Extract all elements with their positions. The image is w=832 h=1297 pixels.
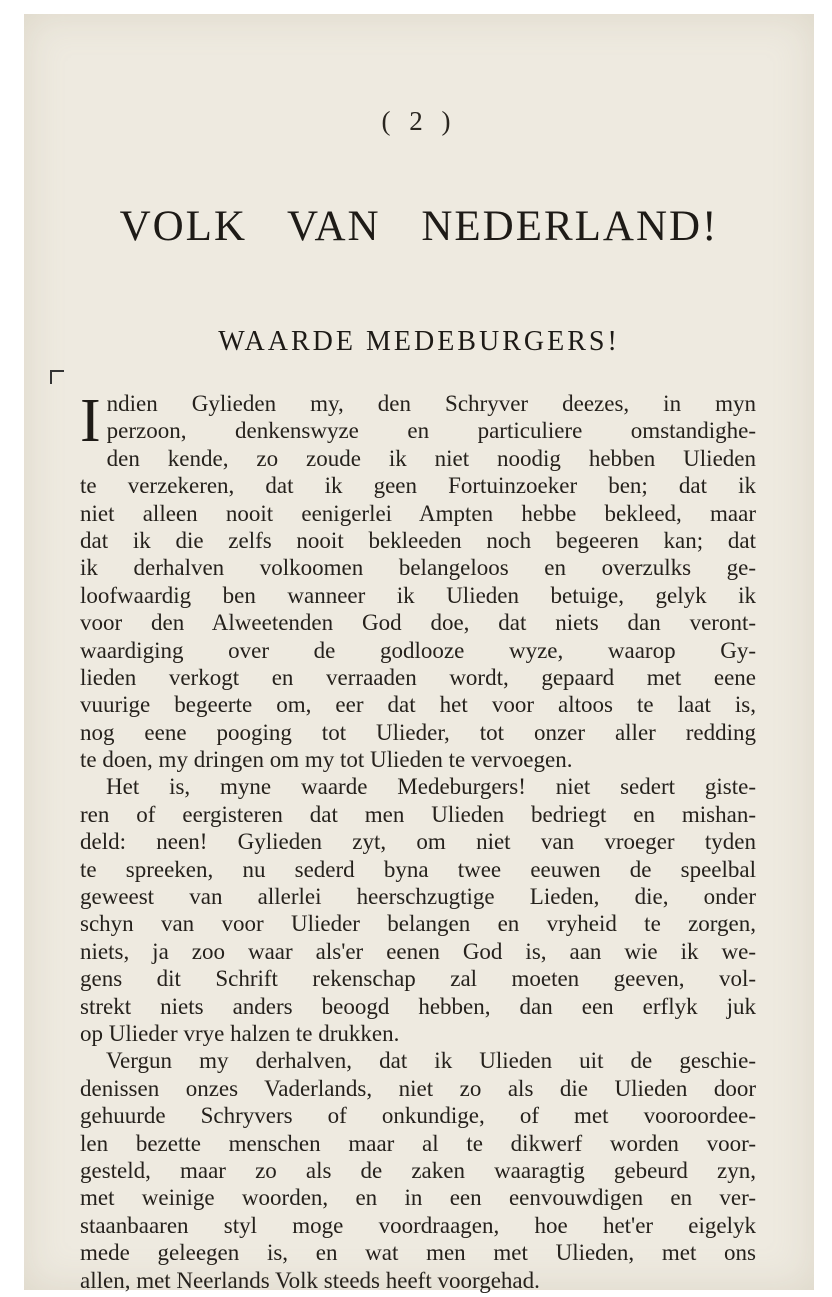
text-line: ik derhalven volkoomen belangeloos en overzulks ge-: [80, 555, 756, 581]
text-line: te doen, my dringen om my tot Ulieden te vervoegen.: [80, 747, 573, 773]
text-line: te spreeken, nu sederd byna twee eeuwen de speelbal: [80, 856, 756, 882]
paragraph-2: [80, 773, 756, 1047]
text-line: strekt niets anders beoogd hebben, dan een erflyk juk: [80, 993, 756, 1019]
document-page: [24, 14, 814, 1293]
text-line: niet alleen nooit eenigerlei Ampten hebbe bekleed, maar: [80, 500, 756, 526]
page-number: ( 2 ): [381, 106, 457, 136]
drop-cap: I: [80, 387, 101, 455]
paragraph-3: [80, 1047, 756, 1294]
text-line: vuurige begeerte om, eer dat het voor altoos te laat is,: [80, 692, 756, 718]
text-line: gehuurde Schryvers of onkundige, of met vooroordee-: [80, 1103, 756, 1129]
text-line: dat ik die zelfs nooit bekleeden noch begeeren kan; dat: [80, 527, 756, 553]
text-line: schyn van voor Ulieder belangen en vryheid te zorgen,: [80, 911, 756, 937]
text-line: allen, met Neerlands Volk steeds heeft voorgehad.: [80, 1267, 540, 1293]
margin-mark: [50, 370, 64, 384]
text-line: niets, ja zoo waar als'er eenen God is, aan wie ik we-: [80, 938, 756, 964]
text-line: te verzekeren, dat ik geen Fortuinzoeker ben; dat ik: [80, 473, 756, 499]
text-line: den kende, zo zoude ik niet noodig hebben Ulieden: [106, 445, 756, 471]
text-line: loofwaardig ben wanneer ik Ulieden betuige, gelyk ik: [80, 582, 756, 608]
text-line: nog eene pooging tot Ulieder, tot onzer aller redding: [80, 719, 756, 745]
text-line: perzoon, denkenswyze en particuliere omstandighe-: [106, 418, 756, 444]
text-line: lieden verkogt en verraaden wordt, gepaard met eene: [80, 664, 756, 690]
text-line: gens dit Schrift rekenschap zal moeten geeven, vol-: [80, 966, 756, 992]
text-line: mede geleegen is, en wat men met Ulieden, met ons: [80, 1240, 756, 1266]
text-line: gesteld, maar zo als de zaken waaragtig gebeurd zyn,: [80, 1157, 756, 1183]
text-line: staanbaaren styl moge voordraagen, hoe het'er eigelyk: [80, 1212, 756, 1238]
paragraph-1: [80, 387, 756, 773]
text-line: denissen onzes Vaderlands, niet zo als die Ulieden door: [80, 1075, 756, 1101]
text-line: geweest van allerlei heerschzugtige Lieden, die, onder: [80, 884, 756, 910]
page-subtitle: WAARDE MEDEBURGERS!: [218, 326, 620, 357]
text-line: waardiging over de godlooze wyze, waarop Gy-: [80, 637, 756, 663]
text-line: Het is, myne waarde Medeburgers! niet sedert giste-: [106, 774, 756, 800]
text-line: met weinige woorden, en in een eenvouwdigen en ver-: [80, 1185, 756, 1211]
text-line: op Ulieder vrye halzen te drukken.: [80, 1020, 400, 1046]
text-line: Vergun my derhalven, dat ik Ulieden uit de geschie-: [106, 1048, 756, 1074]
text-line: ndien Gylieden my, den Schryver deezes, in myn: [106, 391, 756, 416]
text-line: len bezette menschen maar al te dikwerf worden voor-: [80, 1130, 756, 1156]
text-line: deld: neen! Gylieden zyt, om niet van vroeger tyden: [80, 829, 756, 855]
page-title: VOLK VAN NEDERLAND!: [119, 203, 719, 250]
text-line: ren of eergisteren dat men Ulieden bedriegt en mishan-: [80, 801, 756, 827]
text-line: voor den Alweetenden God doe, dat niets dan veront-: [80, 610, 756, 636]
body-text: [80, 387, 756, 1294]
